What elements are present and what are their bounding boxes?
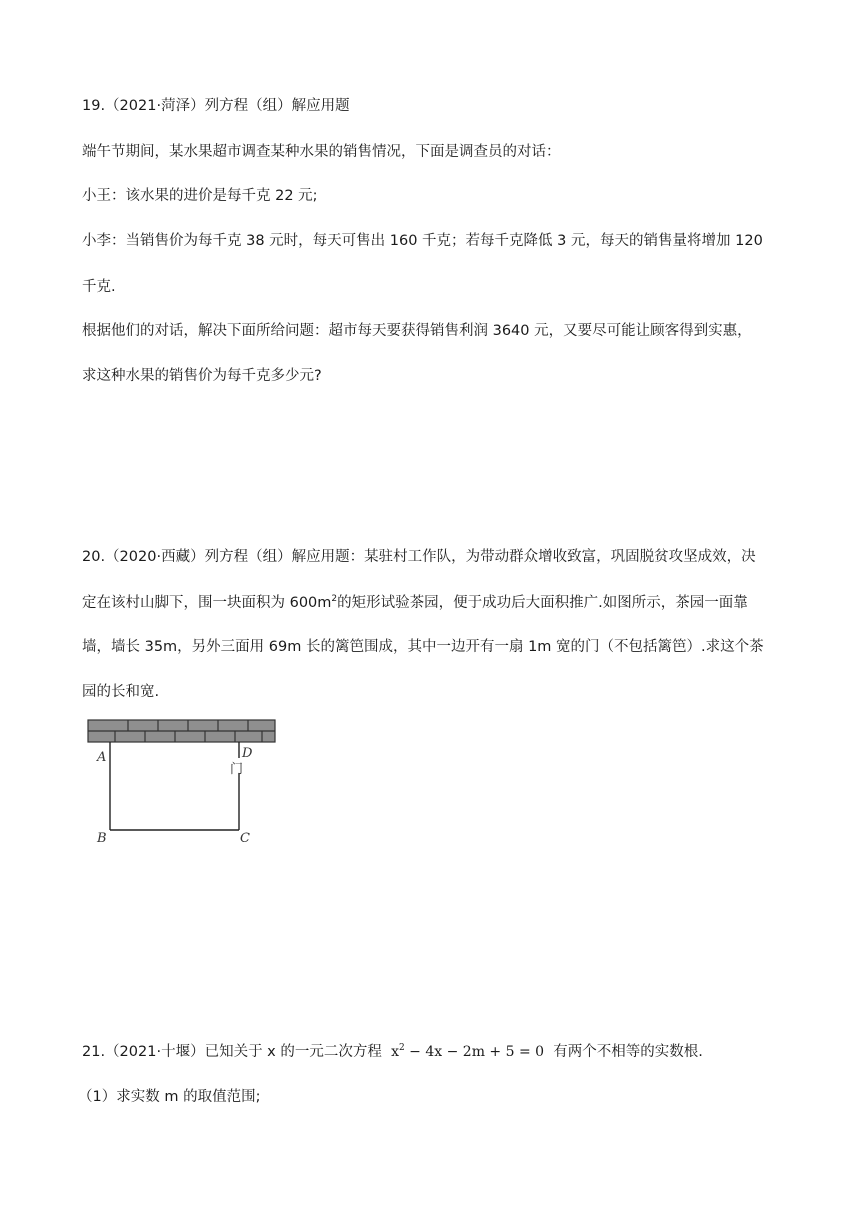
q19-dialog-li-line2: 千克. [82,279,116,295]
vertex-a-label: A [97,750,107,765]
q21-tail: 有两个不相等的实数根. [553,1044,703,1060]
q21-stem [82,1042,703,1062]
q19-question-line1: 根据他们的对话，解决下面所给问题：超市每天要获得销售利润 3640 元，又要尽可能让顾客得到实惠， [82,323,752,339]
q21-part1: （1）求实数 m 的取值范围; [78,1089,261,1105]
q20-line1: 20.（2020·西藏）列方程（组）解应用题：某驻村工作队，为带动群众增收致富，巩固脱贫攻坚成效，决 [82,549,756,565]
q21-equation [391,1044,544,1060]
q21-eq-exponent: 2 [399,1043,405,1053]
q21-eq-rest: − 4x − 2m + 5 = 0 [404,1044,545,1060]
q20-line2-part1: 定在该村山脚下，围一块面积为 600m [82,595,332,611]
vertex-c-label: C [240,831,250,846]
q19-question-line2: 求这种水果的销售价为每千克多少元? [82,368,322,384]
q20-line2-part2: 的矩形试验茶园，便于成功后大面积推广.如图所示，茶园一面靠 [337,595,748,611]
q20-line4: 园的长和宽. [82,684,160,700]
q21-lead: 21.（2021·十堰）已知关于 x 的一元二次方程 [82,1044,382,1060]
door-label: 门 [230,762,244,777]
q20-line3: 墙，墙长 35m，另外三面用 69m 长的篱笆围成，其中一边开有一扇 1m 宽的门（不包括篱笆）.求这个茶 [82,639,764,655]
q21-eq-variable: x [391,1044,399,1060]
q19-dialog-wang: 小王：该水果的进价是每千克 22 元; [82,188,318,204]
fence-outline [110,742,239,830]
q19-title: 19.（2021·菏泽）列方程（组）解应用题 [82,98,350,114]
brick-wall [88,720,275,742]
q19-dialog-li-line1: 小李：当销售价为每千克 38 元时，每天可售出 160 千克；若每千克降低 3 元，每天的销售量将增加 120 [82,233,763,249]
q20-area-exponent: 2 [331,594,338,604]
vertex-b-label: B [97,831,107,846]
q19-intro: 端午节期间，某水果超市调查某种水果的销售情况，下面是调查员的对话： [82,144,561,160]
vertex-d-label: D [242,746,253,761]
